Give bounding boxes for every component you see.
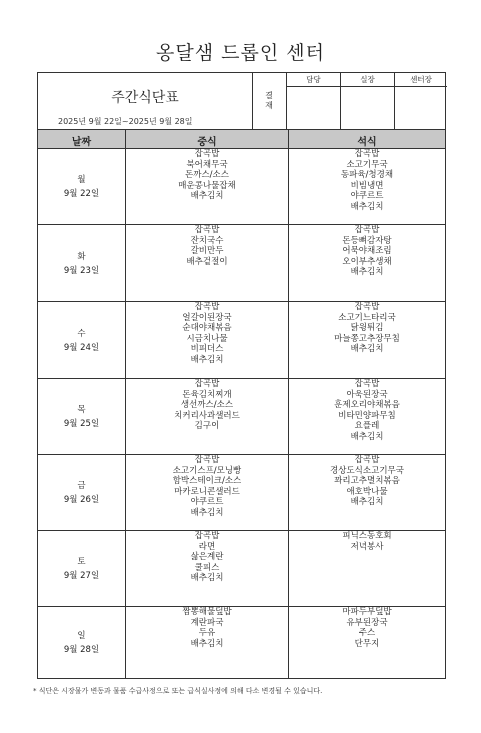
dinner-menu xyxy=(289,455,445,508)
lunch-item: 돈까스/소스 xyxy=(185,170,229,181)
lunch-item: 배추김치 xyxy=(190,573,224,584)
day-cell xyxy=(38,173,125,201)
lunch-item: 계란파국 xyxy=(190,617,224,628)
dinner-item: 잡곡밥 xyxy=(354,379,380,389)
lunch-item: 치커리사과샐러드 xyxy=(174,410,240,421)
day-of-week: 화 xyxy=(77,251,86,262)
day-row xyxy=(38,225,445,302)
signature-box-manager xyxy=(341,87,395,129)
dinner-item: 잡곡밥 xyxy=(354,225,380,235)
date-range: 2025년 9월 22일~2025년 9월 28일 xyxy=(58,117,193,126)
day-date: 9월 26일 xyxy=(63,495,100,505)
day-row xyxy=(38,302,445,379)
lunch-item: 야쿠르트 xyxy=(190,497,224,508)
footnote: * 식단은 시장물가 변동과 물품 수급사정으로 또는 급식실사정에 의해 다소 변경될 수 있습니다. xyxy=(33,687,323,695)
day-cell xyxy=(38,403,125,431)
dinner-item: 애호박나물 xyxy=(346,486,388,497)
day-of-week: 수 xyxy=(77,328,86,339)
lunch-menu xyxy=(126,455,288,519)
day-date: 9월 23일 xyxy=(63,265,100,276)
dinner-item: 잡곡밥 xyxy=(354,302,380,312)
lunch-item: 짬뽕해물덮밥 xyxy=(182,607,232,617)
day-date: 9월 24일 xyxy=(63,342,100,353)
dinner-item: 어묵야채조림 xyxy=(342,246,392,257)
dinner-item: 비빔냉면 xyxy=(350,180,384,191)
day-of-week: 일 xyxy=(77,630,86,641)
column-dinner: 석식 xyxy=(357,137,377,148)
dinner-menu xyxy=(289,531,445,552)
approval-label-top: 결 xyxy=(265,91,273,100)
lunch-item: 생선까스/소스 xyxy=(180,400,234,411)
day-row xyxy=(38,379,445,455)
dinner-item: 훈제오리야채볶음 xyxy=(334,400,400,411)
approver-manager: 실장 xyxy=(341,73,395,87)
dinner-item: 유부된장국 xyxy=(346,617,388,628)
lunch-item: 함박스테이크/소스 xyxy=(172,476,242,487)
dinner-item: 저녁봉사 xyxy=(350,541,384,552)
approval-label xyxy=(252,73,287,129)
day-cell xyxy=(38,327,125,355)
lunch-item: 잡곡밥 xyxy=(194,379,220,389)
day-cell xyxy=(38,629,125,657)
lunch-item: 순대야채볶음 xyxy=(182,323,232,334)
dinner-item: 꽈리고추멸치볶음 xyxy=(334,476,400,487)
lunch-item: 두유 xyxy=(198,628,216,639)
day-row xyxy=(38,455,445,531)
dinner-item: 배추김치 xyxy=(350,201,384,212)
lunch-item: 배추김치 xyxy=(190,354,224,365)
lunch-item: 마카로니콘샐러드 xyxy=(174,486,240,497)
lunch-item: 배추겉절이 xyxy=(186,256,228,267)
dinner-item: 마파두부덮밥 xyxy=(342,607,392,617)
divider-lunch xyxy=(288,129,289,678)
day-cell xyxy=(38,250,125,278)
dinner-item: 마늘쫑고추장무침 xyxy=(334,333,400,344)
dinner-item: 소고기느타리국 xyxy=(338,312,396,323)
dinner-item: 동파육/청경채 xyxy=(340,170,394,181)
dinner-item: 소고기무국 xyxy=(346,159,388,170)
day-of-week: 금 xyxy=(77,481,86,491)
lunch-menu xyxy=(126,531,288,584)
day-cell xyxy=(38,555,125,583)
lunch-item: 배추김치 xyxy=(190,638,224,649)
dinner-item: 배추김치 xyxy=(350,344,384,355)
dinner-item: 배추김치 xyxy=(350,497,384,508)
dinner-item: 주스 xyxy=(358,628,376,639)
dinner-menu xyxy=(289,379,445,443)
lunch-item: 돈육김치찌개 xyxy=(182,389,232,400)
dinner-item: 배추김치 xyxy=(350,431,384,442)
dinner-item: 잡곡밥 xyxy=(354,455,380,465)
dinner-menu xyxy=(289,607,445,649)
dinner-menu xyxy=(289,149,445,213)
day-row xyxy=(38,149,445,225)
lunch-item: 북어채무국 xyxy=(186,159,228,170)
day-date: 9월 22일 xyxy=(63,189,100,199)
dinner-item: 단무지 xyxy=(354,638,380,649)
dinner-item: 비타민양파무침 xyxy=(338,410,396,421)
lunch-item: 잡곡밥 xyxy=(194,531,220,541)
day-date: 9월 25일 xyxy=(63,419,100,429)
dinner-item: 닭윙튀김 xyxy=(350,323,384,334)
lunch-item: 시금치나물 xyxy=(186,333,228,344)
dinner-item: 요플레 xyxy=(354,421,380,432)
day-cell xyxy=(38,479,125,507)
approver-director: 센터장 xyxy=(395,73,447,87)
dinner-item: 야쿠르트 xyxy=(350,191,384,202)
lunch-item: 배추김치 xyxy=(190,191,224,202)
dinner-item: 잡곡밥 xyxy=(354,149,380,159)
approval-box xyxy=(287,73,447,129)
dinner-menu xyxy=(289,302,445,355)
lunch-menu xyxy=(126,149,288,202)
lunch-item: 라면 xyxy=(198,541,216,552)
lunch-menu xyxy=(126,379,288,432)
lunch-item: 쿨피스 xyxy=(194,562,220,573)
lunch-item: 잔치국수 xyxy=(190,235,224,246)
dinner-item: 경상도식소고기무국 xyxy=(330,465,404,476)
dinner-item: 피닉스동호회 xyxy=(342,531,392,541)
signature-box-staff xyxy=(287,87,341,129)
dinner-item: 돈등뼈감자탕 xyxy=(342,235,392,246)
lunch-item: 소고기스프/모닝빵 xyxy=(172,465,242,476)
page-title: 옹달샘 드롭인 센터 xyxy=(156,42,325,64)
lunch-menu xyxy=(126,607,288,649)
day-row xyxy=(38,607,445,678)
lunch-item: 잡곡밥 xyxy=(194,302,220,312)
lunch-item: 얼갈이된장국 xyxy=(182,312,232,323)
menu-header xyxy=(38,73,253,129)
lunch-item: 갈비만두 xyxy=(190,246,224,257)
divider-day xyxy=(125,129,126,678)
lunch-item: 김구이 xyxy=(194,421,220,432)
dinner-item: 아욱된장국 xyxy=(346,389,388,400)
day-date: 9월 28일 xyxy=(63,644,100,655)
dinner-menu xyxy=(289,225,445,278)
column-day: 날짜 xyxy=(71,137,92,148)
lunch-item: 잡곡밥 xyxy=(194,455,220,465)
column-header xyxy=(38,129,445,149)
menu-title: 주간식단표 xyxy=(111,90,179,106)
dinner-item: 오이부추생채 xyxy=(342,256,392,267)
day-date: 9월 27일 xyxy=(63,571,100,581)
signature-box-director xyxy=(395,87,447,129)
day-of-week: 월 xyxy=(77,175,86,185)
day-of-week: 토 xyxy=(77,557,86,567)
dinner-item: 배추김치 xyxy=(350,267,384,278)
lunch-menu xyxy=(126,225,288,267)
lunch-item: 잡곡밥 xyxy=(194,225,220,235)
lunch-item: 삶은계란 xyxy=(190,552,224,563)
approval-label-bottom: 재 xyxy=(265,101,273,110)
approver-staff: 담당 xyxy=(287,73,341,87)
day-row xyxy=(38,531,445,607)
lunch-item: 배추김치 xyxy=(190,507,224,518)
menu-sheet xyxy=(37,72,446,679)
column-lunch: 중식 xyxy=(197,137,217,148)
lunch-item: 잡곡밥 xyxy=(194,149,220,159)
lunch-menu xyxy=(126,302,288,366)
lunch-item: 매운콩나물잡채 xyxy=(178,180,236,191)
day-of-week: 목 xyxy=(77,405,86,415)
lunch-item: 비피더스 xyxy=(190,344,224,355)
